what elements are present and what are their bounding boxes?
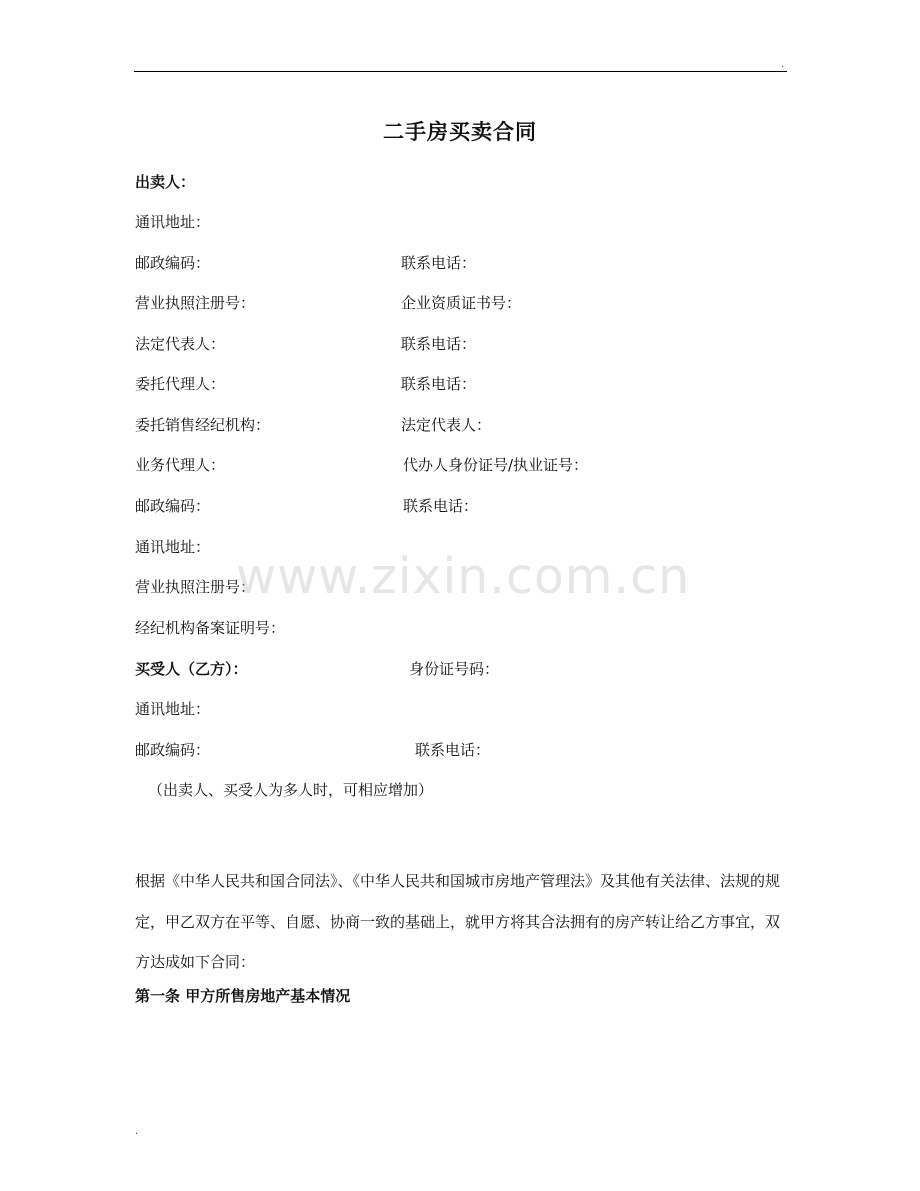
preamble-paragraph: 根据《中华人民共和国合同法》、《中华人民共和国城市房地产管理法》及其他有关法律、法规的规定，甲乙双方在平等、自愿、协商一致的基础上，就甲方将其合法拥有的房产转让给乙方事宜，双方达成如下合同： (135, 872, 781, 971)
buyer-heading: 买受人（乙方）： (135, 660, 248, 678)
business-agent-label: 业务代理人： (135, 456, 226, 474)
agency-legal-rep-label: 法定代表人： (401, 416, 492, 434)
sales-agency-label: 委托销售经纪机构： (135, 416, 271, 434)
header-rule (134, 71, 787, 72)
buyer-phone-label: 联系电话： (415, 741, 491, 759)
seller-phone-label: 联系电话： (401, 254, 477, 272)
agency-phone-label: 联系电话： (403, 497, 479, 515)
seller-legal-rep-label: 法定代表人： (135, 335, 226, 353)
agent-id-label: 代办人身份证号/执业证号： (403, 456, 589, 474)
seller-address-label: 通讯地址： (135, 213, 211, 231)
seller-qualification-label: 企业资质证书号： (401, 294, 522, 312)
buyer-id-label: 身份证号码： (409, 660, 500, 678)
agency-record-label: 经纪机构备案证明号： (135, 619, 286, 637)
multi-party-note: （出卖人、买受人为多人时，可相应增加） (148, 781, 434, 799)
seller-legal-rep-phone-label: 联系电话： (401, 335, 477, 353)
document-title: 二手房买卖合同 (383, 120, 537, 144)
article-1-heading: 第一条 甲方所售房地产基本情况 (135, 987, 351, 1005)
buyer-postcode-label: 邮政编码： (135, 741, 211, 759)
header-dot: . (781, 59, 785, 70)
seller-agent-phone-label: 联系电话： (401, 375, 477, 393)
seller-heading: 出卖人： (135, 173, 196, 191)
seller-agent-label: 委托代理人： (135, 375, 226, 393)
buyer-address-label: 通讯地址： (135, 700, 211, 718)
seller-license-label: 营业执照注册号： (135, 294, 256, 312)
agency-license-label: 营业执照注册号： (135, 578, 256, 596)
footer-dot: . (135, 1126, 139, 1137)
agency-postcode-label: 邮政编码： (135, 497, 211, 515)
agency-address-label: 通讯地址： (135, 538, 211, 556)
seller-postcode-label: 邮政编码： (135, 254, 211, 272)
watermark: www.zixin.com.cn (236, 548, 691, 605)
